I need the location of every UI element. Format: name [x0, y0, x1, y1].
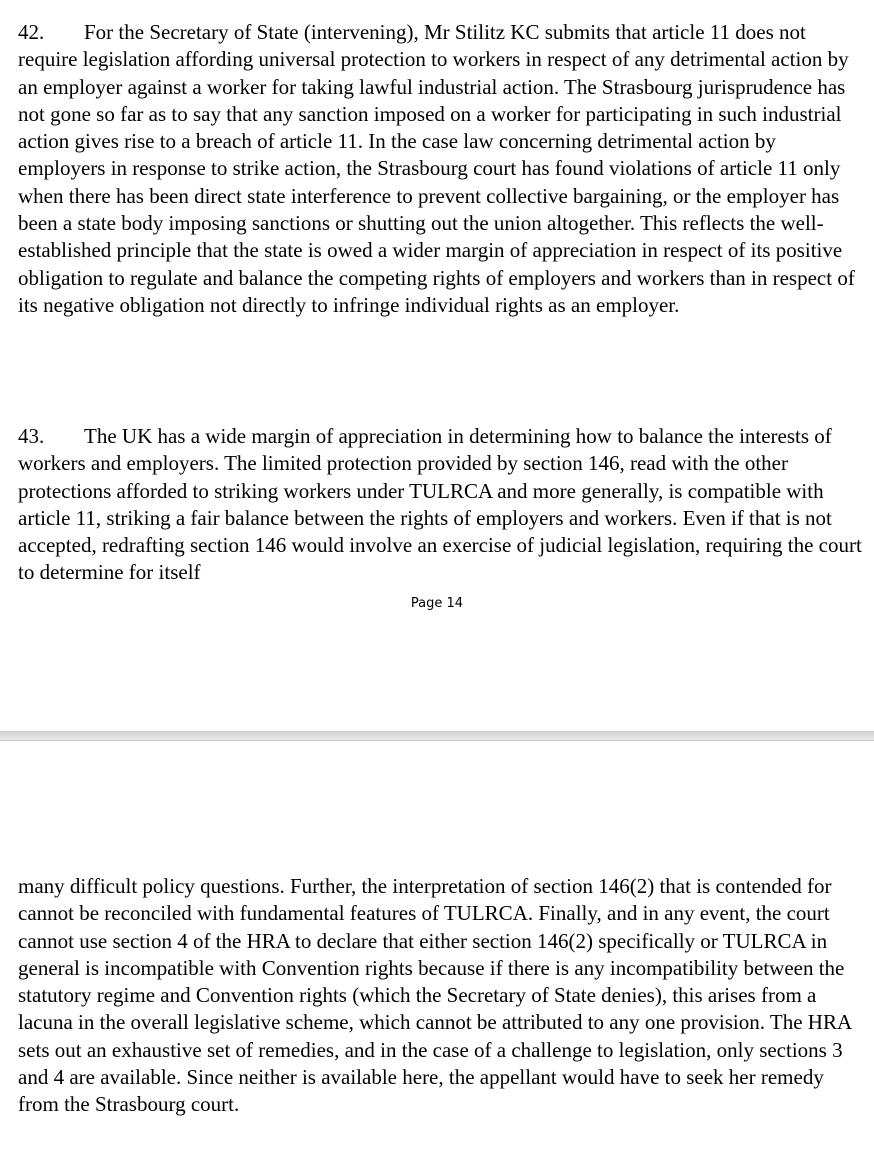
paragraph-text: For the Secretary of State (intervening), Mr Stilitz KC submits that article 11 does not require legislation affording universal protection to workers in respect of any detrimental action by an employer against a worker for taking lawful industrial action. The Strasbourg jurisprudence has not gone so far as to say that any sanction imposed on a worker for participating in such industrial action gives rise to a breach of article 11. In the case law concerning detrimental action by employers in response to strike action, the Strasbourg court has found violations of article 11 only when there has been direct state interference to prevent collective bargaining, or the employer has been a state body imposing sanctions or shutting out the union altogether. This reflects the well-established principle that the state is owed a wider margin of appreciation in respect of its positive obligation to regulate and balance the competing rights of employers and workers than in respect of its negative obligation not directly to infringe individual rights as an employer.	[18, 20, 855, 317]
paragraph-number: 42.	[18, 20, 45, 44]
document-page-15	[0, 741, 874, 1154]
paragraph-42	[18, 19, 866, 319]
paragraph-43	[18, 423, 866, 587]
paragraph-text: The UK has a wide margin of appreciation in determining how to balance the interests of workers and employers. The limited protection provided by section 146, read with the other protections afforded to striking workers under TULRCA and more generally, is compatible with article 11, striking a fair balance between the rights of employers and workers. Even if that is not accepted, redrafting section 146 would involve an exercise of judicial legislation, requiring the court to determine for itself	[18, 424, 862, 585]
paragraph-number: 43.	[18, 424, 45, 448]
page-number-label: Page 14	[410, 596, 464, 611]
paragraph-43-continued: many difficult policy questions. Further, the interpretation of section 146(2) that is contended for cannot be reconciled with fundamental features of TULRCA. Finally, and in any event, the court cannot use section 4 of the HRA to declare that either section 146(2) specifically or TULRCA in general is incompatible with Convention rights because if there is any incompatibility between the statutory regime and Convention rights (which the Secretary of State denies), this arises from a lacuna in the overall legislative scheme, which cannot be attributed to any one provision. The HRA sets out an exhaustive set of remedies, and in the case of a challenge to legislation, only sections 3 and 4 are available. Since neither is available here, the appellant would have to seek her remedy from the Strasbourg court.	[18, 874, 851, 1117]
page-separator	[0, 731, 874, 741]
